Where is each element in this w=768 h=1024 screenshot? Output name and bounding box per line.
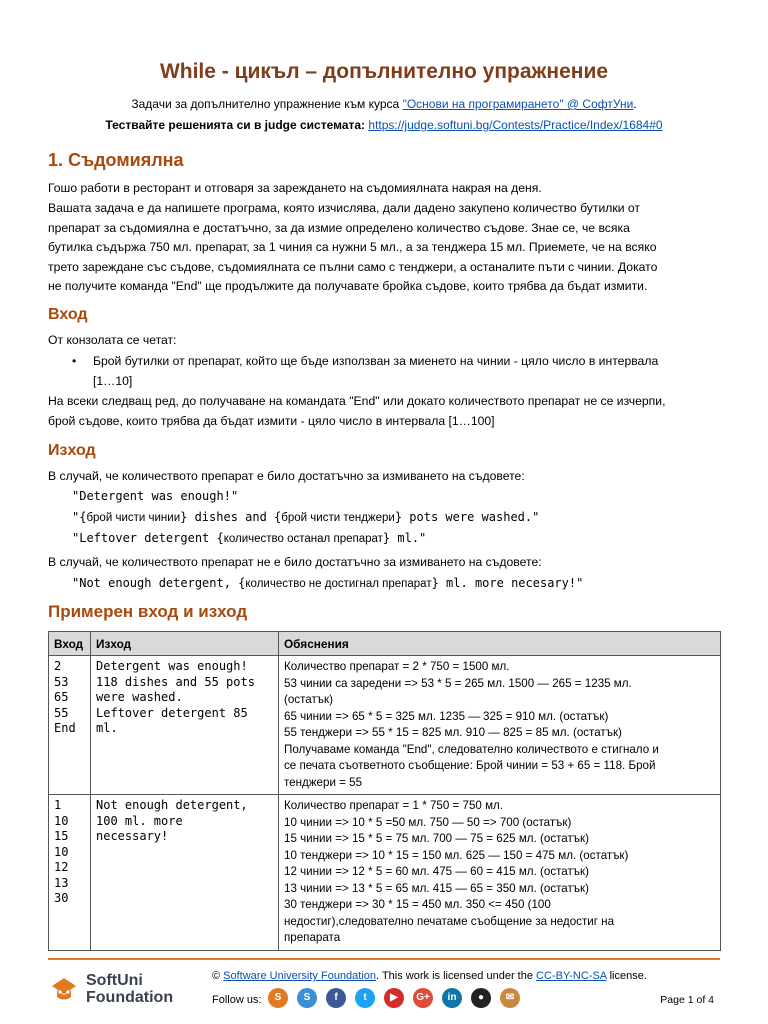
input-value: 53 <box>54 674 69 689</box>
code-fragment: "Not enough detergent, { <box>72 576 246 590</box>
license-line <box>212 970 647 982</box>
email-icon[interactable]: ✉ <box>500 988 520 1008</box>
header-input: Вход <box>49 632 91 656</box>
table-row <box>49 656 721 795</box>
input-value: End <box>54 721 76 735</box>
table-row <box>49 795 721 951</box>
input-value: 1 <box>54 798 62 812</box>
explanation-line: тенджери = 55 <box>284 775 363 789</box>
course-intro <box>0 97 768 111</box>
explanation-line: 55 тенджери => 55 * 15 = 825 мл. 910 — 825 = 85 мл. (остатък) <box>284 726 622 739</box>
header-output: Изход <box>91 632 279 656</box>
table-header-row <box>49 632 721 656</box>
output-case-not-enough: В случай, че количеството препарат не е било достатъчно за измиването на съдовете: <box>48 555 542 569</box>
problem-heading: 1. Съдомиялна <box>48 150 184 170</box>
foundation-link[interactable]: Software University Foundation <box>223 970 377 982</box>
example-output <box>91 656 279 795</box>
example-input <box>49 656 91 795</box>
explanation-line: 13 чинии => 13 * 5 = 65 мл. 415 — 65 = 350 мл. (остатък) <box>284 881 589 895</box>
input-line: На всеки следващ ред, до получаване на командата "End" или докато количеството препарат не се изчерпи, <box>48 394 666 408</box>
page-title: While - цикъл – допълнително упражнение <box>159 60 609 83</box>
output-value: ml. <box>96 721 118 735</box>
output-case-enough: В случай, че количеството препарат е било достатъчно за измиването на съдовете: <box>48 469 525 483</box>
code-fragment: } dishes and { <box>180 510 282 524</box>
problem-intro: Гошо работи в ресторант и отговаря за зареждането на съдомиялната накрая на деня. <box>48 181 542 195</box>
examples-table <box>48 631 721 951</box>
judge-text: Тествайте решенията си в judge системата: <box>105 118 369 132</box>
copyright-symbol: © <box>212 970 224 982</box>
softuni-foundation-logo[interactable] <box>48 970 198 1010</box>
bullet-line: Брой бутилки от препарат, който ще бъде използван за миенето на чинии - цяло число в интервала <box>93 354 659 368</box>
judge-line <box>0 118 768 132</box>
output-line-leftover <box>72 531 426 545</box>
description-line: бутилка съдържа 750 мл. препарат, за 1 чиния са нужни 5 мл., а за тенджера 15 мл. Приемете, че на всяко <box>48 240 657 254</box>
input-value: 12 <box>54 860 69 874</box>
softuni-icon[interactable]: S <box>268 988 288 1008</box>
explanation-line: 30 тенджери => 30 * 15 = 450 мл. 350 <= 450 (100 <box>284 898 551 911</box>
softuni-alt-icon[interactable]: S <box>297 988 317 1008</box>
input-value: 10 <box>54 813 69 828</box>
explanation-line: препарата <box>284 931 341 944</box>
output-value: Not enough detergent, <box>96 798 248 812</box>
bullet-line: [1…10] <box>93 373 133 388</box>
output-value: 100 ml. more <box>96 813 183 828</box>
explanation-line: се печата съответното съобщение: Брой чинии = 53 + 65 = 118. Брой <box>284 759 656 772</box>
example-explanation <box>279 656 721 795</box>
bullet-icon: • <box>72 354 77 368</box>
input-bullet <box>72 352 722 391</box>
code-fragment: } ml. more necesary!" <box>431 576 584 590</box>
explanation-line: Количество препарат = 1 * 750 = 750 мл. <box>284 799 504 812</box>
explanation-line: 53 чинии са заредени => 53 * 5 = 265 мл. 1500 — 265 = 1235 мл. <box>284 676 632 690</box>
input-line: брой съдове, които трябва да бъдат измити - цяло число в интервала [1…100] <box>48 413 495 428</box>
input-heading: Вход <box>48 306 88 323</box>
code-fragment: } pots were washed." <box>394 510 540 524</box>
logo-text <box>86 972 173 1006</box>
output-value: necessary! <box>96 829 169 843</box>
license-link[interactable]: CC-BY-NC-SA <box>536 970 607 982</box>
logo-line: SoftUni <box>86 972 143 989</box>
examples-heading: Примерен вход и изход <box>48 602 248 621</box>
explanation-line: 65 чинии => 65 * 5 = 325 мл. 1235 — 325 = 910 мл. (остатък) <box>284 709 609 723</box>
output-heading: Изход <box>48 442 96 459</box>
placeholder-clean-dishes: брой чисти чинии <box>86 512 181 524</box>
input-value: 55 <box>54 705 69 720</box>
input-value: 2 <box>54 659 62 673</box>
explanation-line: Количество препарат = 2 * 750 = 1500 мл. <box>284 660 510 673</box>
judge-link[interactable]: https://judge.softuni.bg/Contests/Practice/Index/1684#0 <box>368 118 663 132</box>
output-value: 118 dishes and 55 pots <box>96 674 255 689</box>
input-value: 65 <box>54 690 69 704</box>
license-text: . This work is licensed under the <box>376 970 537 982</box>
placeholder-clean-pots: брой чисти тенджери <box>281 512 395 524</box>
course-intro-text: Задачи за допълнително упражнение към курса <box>131 97 403 111</box>
input-continued <box>48 392 728 431</box>
example-input <box>49 795 91 951</box>
github-icon[interactable]: ● <box>471 988 491 1008</box>
input-intro: От конзолата се четат: <box>48 333 177 347</box>
youtube-icon[interactable]: ▶ <box>384 988 404 1008</box>
code-fragment: "{ <box>72 510 87 524</box>
follow-label: Follow us: <box>212 994 262 1006</box>
input-value: 15 <box>54 829 69 843</box>
course-intro-suffix: . <box>633 97 637 111</box>
google-plus-icon[interactable]: G+ <box>413 988 433 1008</box>
input-value: 13 <box>54 875 69 890</box>
graduation-cap-icon <box>48 972 80 1004</box>
placeholder-missing: количество не достигнал препарат <box>245 578 432 590</box>
footer-divider <box>48 958 720 960</box>
output-line-enough: "Detergent was enough!" <box>72 489 239 503</box>
explanation-line: 10 тенджери => 10 * 15 = 150 мл. 625 — 150 = 475 мл. (остатък) <box>284 848 629 862</box>
explanation-line: 15 чинии => 15 * 5 = 75 мл. 700 — 75 = 625 мл. (остатък) <box>284 832 589 845</box>
page-number: Page 1 of 4 <box>660 994 714 1006</box>
description-line: препарат за съдомиялна е достатъчно, за да измие определено количество съдове. Знае се, че всяка <box>48 220 630 235</box>
output-value: Leftover detergent 85 <box>96 705 248 720</box>
code-fragment: "Leftover detergent { <box>72 531 224 545</box>
linkedin-icon[interactable]: in <box>442 988 462 1008</box>
explanation-line: 12 чинии => 12 * 5 = 60 мл. 475 — 60 = 415 мл. (остатък) <box>284 865 589 878</box>
license-suffix: license. <box>606 970 647 982</box>
example-output <box>91 795 279 951</box>
explanation-line: (остатък) <box>284 693 333 706</box>
output-line-washed <box>72 510 539 524</box>
output-value: Detergent was enough! <box>96 659 248 673</box>
problem-description <box>48 199 728 297</box>
placeholder-leftover: количество останал препарат <box>223 533 383 545</box>
output-value: were washed. <box>96 690 183 704</box>
course-link[interactable]: "Основи на програмирането" @ СофтУни <box>402 97 634 111</box>
example-explanation <box>279 795 721 951</box>
twitter-icon[interactable]: t <box>355 988 375 1008</box>
facebook-icon[interactable]: f <box>326 988 346 1008</box>
input-value: 30 <box>54 891 69 905</box>
code-fragment: } ml." <box>382 531 427 545</box>
input-value: 10 <box>54 844 69 859</box>
description-line: не получите команда "End" ще продължите да получавате бройка съдове, които трябва да бъдат измити. <box>48 279 648 293</box>
output-line-not-enough <box>72 576 583 590</box>
explanation-line: недостиг),следователно печатаме съобщение за недостиг на <box>284 914 615 928</box>
explanation-line: Получаваме команда "End", следователно количеството е стигнало и <box>284 742 659 756</box>
description-line: Вашата задача е да напишете програма, която изчислява, дали дадено закупено количество бутилки от <box>48 201 641 215</box>
explanation-line: 10 чинии => 10 * 5 =50 мл. 750 — 50 => 700 (остатък) <box>284 815 572 829</box>
description-line: трето зареждане със съдове, съдомиялната се пълни само с тенджери, а останалите пъти с чинии. Докато <box>48 259 658 274</box>
logo-line: Foundation <box>86 989 174 1006</box>
header-explanation: Обяснения <box>279 632 721 656</box>
